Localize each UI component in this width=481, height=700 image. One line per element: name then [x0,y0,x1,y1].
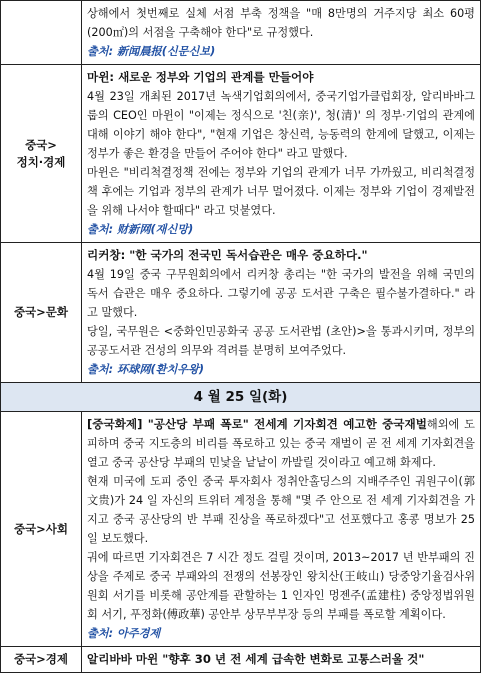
table-row [1,1,481,65]
article-paragraph: 당일, 국무원은 <중화인민공화국 공공 도서관법 (초안)>을 통과시키며, 정부의 공공도서관 건성의 의무와 격려를 분명히 보여주었다. [87,325,475,357]
article-source: 출처: 新闻晨报(신문신보) [87,45,216,58]
category-cell: 중국>문화 [1,243,82,383]
article-source: 출처: 环球网(환치우왕) [87,363,205,376]
article-cell [82,243,481,383]
date-header: 4 월 25 일(화) [1,383,481,412]
date-header-row [1,383,481,412]
article-paragraph: 상해에서 첫번째로 실체 서점 부축 정책을 "매 8만명의 거주지당 최소 60평(200㎡)의 서점을 구축해야 한다"로 규정했다. [87,7,475,39]
article-paragraph: 4월 19일 중국 구무원회의에서 리커창 총리는 "한 국가의 발전을 위해 국민의 독서 습관은 매우 중요하다. 그렇기에 공공 도서관 구축은 필수불가결하다." 라고 말했다. [87,268,475,319]
article-lead [87,415,475,472]
category-cell: 중국>경제 [1,647,82,673]
article-lead-text: 해외에 도피하며 중국 지도층의 비리를 폭로하고 있는 중국 재벌이 곧 전 세계 기자회견을열고 중국 공산당 부패의 민낯을 낱낱이 까발릴 것이라고 예고해 화제다. [87,418,475,469]
article-cell [82,1,481,65]
article-cell [82,647,481,673]
table-row [1,412,481,647]
category-cell: 중국>사회 [1,412,82,647]
article-paragraph: 현재 미국에 도피 중인 중국 투자회사 정취안홀딩스의 지배주주인 궈원구이(郭文贵)가 24 일 자신의 트위터 계정을 통해 "몇 주 안으로 전 세계 기자회견을 가지고 중국 공산당의 반 부패 진상을 폭로하겠다"고 선포했다고 홍콩 명보가 25 일 보도했다. [87,475,475,545]
table-row [1,243,481,383]
article-headline: 마윈: 새로운 정부와 기업의 관계를 만들어야 [87,70,314,84]
article-source: 출처: 财新网(재신망) [87,223,194,236]
article-paragraph: 4월 23일 개최된 2017년 녹색기업회의에서, 중국기업가클럽회장, 알리바바그룹의 CEO인 마윈이 "이제는 정식으로 '친(亲)', 청(清)' 의 정부·기업의 관계에 대해 이야기 해야 한다", "현재 기업은 창신력, 능동력의 한계에 달했고, 이제는 정부가 좋은 환경을 만들어 주어야 한다" 라고 말했다. [87,90,475,160]
table-row [1,647,481,673]
category-cell [1,1,82,65]
article-cell [82,412,481,647]
article-headline: 리커창: "한 국가의 전국민 독서습관은 매우 중요하다." [87,248,368,262]
article-cell [82,65,481,243]
category-cell: 중국> 정치·경제 [1,65,82,243]
article-paragraph: 궈에 따르면 기자회견은 7 시간 정도 걸릴 것이며, 2013~2017 년 반부패의 진상을 주제로 중국 부패와의 전쟁의 선봉장인 왕치산(王岐山) 당중앙기율검사위원회 서기를 비롯해 공안계를 관할하는 1 인자인 멍젠주(孟建柱) 중앙정법위원회 서기, 푸정화(傅政華) 공안부 상무부부장 등의 부패를 폭로할 계획이다. [87,551,475,621]
article-source: 출처: 아주경제 [87,627,161,640]
article-headline: 알리바바 마윈 "향후 30 년 전 세계 급속한 변화로 고통스러울 것" [87,652,425,666]
article-headline: [중국화제] "공산당 부패 폭로" 전세계 기자회견 예고한 중국재벌 [87,417,427,431]
article-paragraph: 마윈은 "비리척결정책 전에는 정부와 기업의 관계가 너무 가까웠고, 비리척결정책 후에는 기업과 정부의 관계가 너무 멀어졌다. 이제는 정부와 기업이 경제발전을 위해 나서야 할때다" 라고 덧붙였다. [87,166,475,217]
table-row [1,65,481,243]
